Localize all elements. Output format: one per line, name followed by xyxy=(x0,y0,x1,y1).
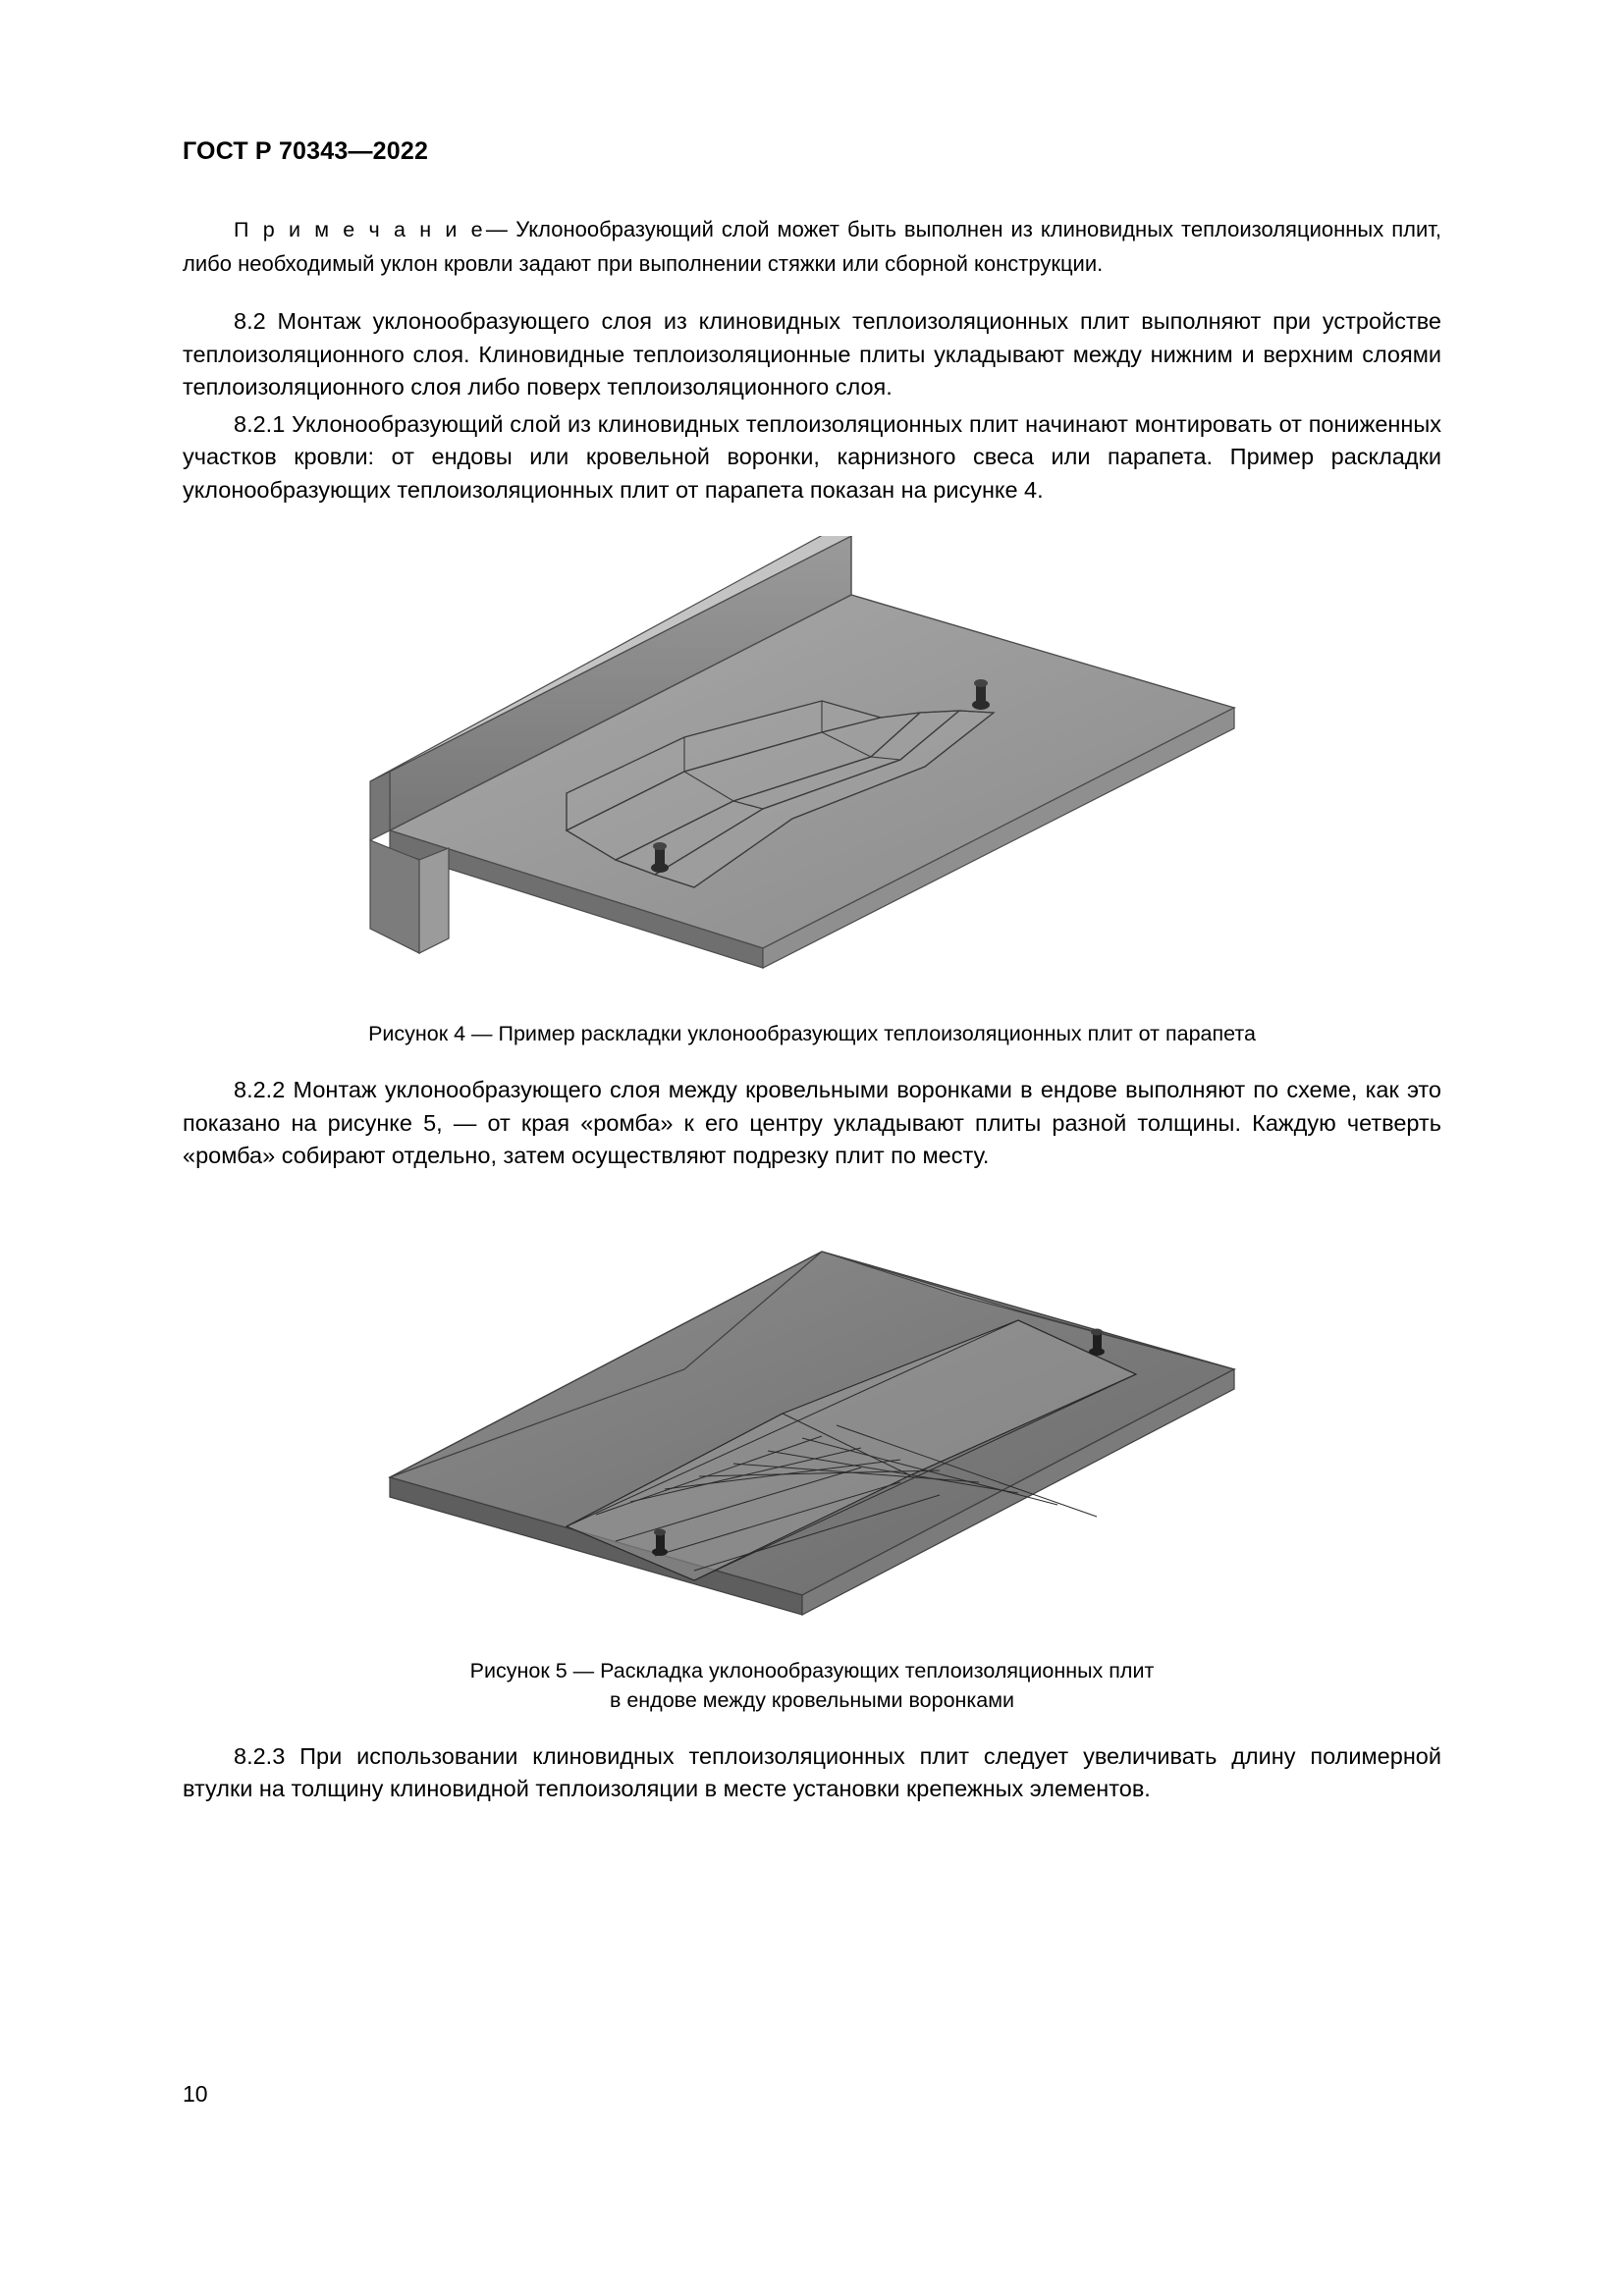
figure-5-caption-line2: в ендове между кровельными воронками xyxy=(609,1687,1015,1712)
paragraph-8-2-2-block xyxy=(183,1074,1441,1173)
figure-5-wrap xyxy=(183,1202,1441,1715)
paragraph-8-2-block xyxy=(183,305,1441,507)
figure-4-wrap xyxy=(183,536,1441,1048)
note-text: Уклонообразующий слой может быть выполнен из клиновидных теплоизоляционных плит, либо необходимый уклон кровли задают при выполнении стяжки или сборной конструкции. xyxy=(183,217,1442,276)
paragraph-8-2-3-block xyxy=(183,1740,1441,1806)
paragraph-8-2-1: 8.2.1 Уклонообразующий слой из клиновидных теплоизоляционных плит начинают монтировать от пониженных участков кровли: от ендовы или кровельной воронки, карнизного свеса или парапета. Пример раскладки уклонообразующих теплоизоляционных плит от парапета показан на рисунке 4. xyxy=(183,410,1441,503)
page-number: 10 xyxy=(183,2081,208,2107)
figure-5-caption-line1: Рисунок 5 — Раскладка уклонообразующих теплоизоляционных плит xyxy=(469,1658,1155,1682)
note-label: П р и м е ч а н и е xyxy=(234,218,486,241)
note-paragraph xyxy=(183,213,1441,280)
figure-4-image xyxy=(272,536,1352,997)
figure-4-caption: Рисунок 4 — Пример раскладки уклонообразующих теплоизоляционных плит от парапета xyxy=(368,1022,1256,1045)
paragraph-8-2-2: 8.2.2 Монтаж уклонообразующего слоя между кровельными воронками в ендове выполняют по схеме, как это показано на рисунке 5, — от края «ромба» к его центру укладывают плиты разной толщины. Каждую четверть «ромба» собирают отдельно, затем осуществляют подрезку плит по месту. xyxy=(183,1077,1441,1168)
note-dash: — xyxy=(485,217,508,241)
figure-5-caption xyxy=(183,1656,1441,1715)
page-content xyxy=(183,137,1441,1810)
paragraph-8-2: 8.2 Монтаж уклонообразующего слоя из клиновидных теплоизоляционных плит выполняют при устройстве теплоизоляционного слоя. Клиновидные теплоизоляционные плиты укладывают между нижним и верхним слоями теплоизоляционного слоя либо поверх теплоизоляционного слоя. xyxy=(183,308,1441,400)
figure-5-image xyxy=(272,1202,1352,1634)
paragraph-8-2-3: 8.2.3 При использовании клиновидных теплоизоляционных плит следует увеличивать длину полимерной втулки на толщину клиновидной теплоизоляции в месте установки крепежных элементов. xyxy=(183,1742,1441,1801)
document-header: ГОСТ Р 70343—2022 xyxy=(183,137,429,165)
